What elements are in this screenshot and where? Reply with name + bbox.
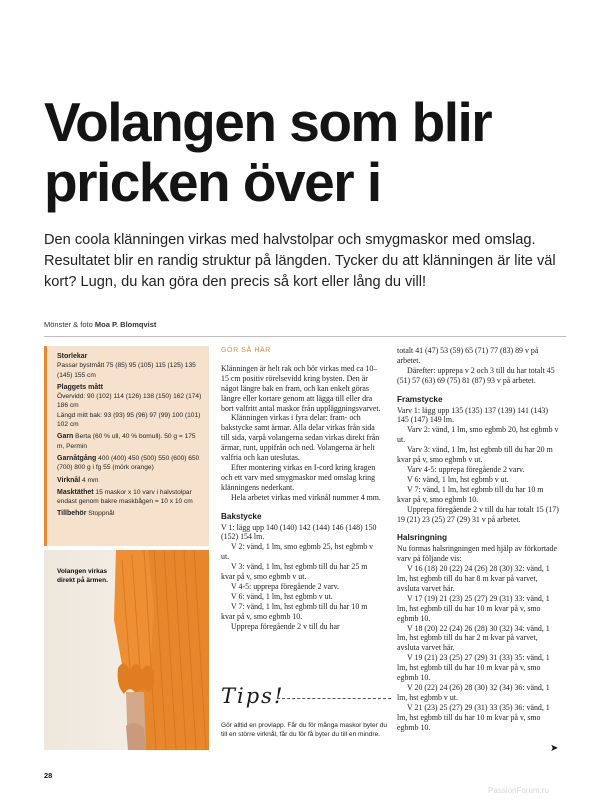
front-row-6: V 6: vänd, 1 lm, hst egbmb v ut. [407,474,509,484]
back-finish: Därefter: upprepa v 2 och 3 till du har totalt 45 (51) 57 (63) 69 (75) 81 (87) 93 v på arbetet. [397,365,555,385]
assembly-paragraph: Efter montering virkas en I-cord kring kragen och ett varv med smygmaskor med omslag kring klänningens nederkant. [221,462,376,492]
tips-box [221,684,395,754]
notions-label: Tillbehör [57,510,87,518]
author-credit [44,320,156,329]
back-total: totalt 41 (47) 53 (59) 65 (71) 77 (83) 89 v på arbetet. [397,346,539,365]
article-title: Volangen som blir pricken över i [44,91,492,213]
back-row-3: V 3: vänd, 1 lm, hst egbmb till du har 25 m kvar på v, smo egbmb v ut. [221,562,368,582]
fact-box [44,346,209,546]
front-row-4: Varv 4-5: upprepa föregående 2 varv. [407,464,525,474]
continue-arrow-icon: ➤ [550,743,559,754]
yarn-label: Garn [57,433,74,441]
measurements-heading: Plaggets mått [57,383,103,391]
hook-value: 4 mm [80,476,99,484]
front-row-1: Varv 1: lägg upp 135 (135) 137 (139) 141 (143) 145 (147) 149 lm. [397,405,548,425]
watermark: PassionForum.ru [488,786,549,795]
neckline-row-f: V 21 (23) 25 (27) 29 (31) 33 (35) 36: vänd, 1 lm, hst egbmb till du har 10 m kvar på v, smo egbmb 10. [397,702,550,732]
neckline-row-a: V 16 (18) 20 (22) 24 (26) 28 (30) 32: vänd, 1 lm, hst egbmb till du har 8 m kvar på varvet, avsluta varvet här. [397,564,550,593]
tips-title: Tips! [221,684,285,708]
credit-name: Moa P. Blomqvist [94,320,157,329]
yarn-amount-value: 400 (400) 450 (500) 550 (600) 650 (700) 800 g i fg 55 (mörk orange) [57,454,200,472]
neckline-intro: Nu formas halsringningen med hjälp av förkortade varv på följande vis: [397,544,557,564]
tips-text: Gör alltid en provlapp. Får du för många maskor byter du till en större virknål, får du för få byter du till en mindre. [221,722,388,738]
section-kicker: GÖR SÅ HÄR [221,347,271,354]
tips-divider [277,698,391,699]
yarn-amount-label: Garnåtgång [57,454,97,462]
neckline-heading: Halsringning [397,533,448,543]
yarn-value: Berta (60 % ull, 40 % bomull). 50 g = 175 m, Permin [57,433,196,450]
hook-row [57,476,203,485]
measurement-length: Längd mitt bak: 93 (93) 95 (96) 97 (99) 100 (101) 102 cm [57,411,201,429]
instructions-column-1 [221,346,383,631]
back-row-1: V 1: lägg upp 140 (140) 142 (144) 146 (148) 150 (152) 154 lm. [221,522,377,542]
yarn-amount-row [57,454,203,473]
back-row-6: V 6: vänd, 1 lm, hst egbmb v ut. [231,591,333,601]
front-piece-heading: Framstycke [397,394,443,404]
page-number: 28 [44,771,53,780]
hook-paragraph: Hela arbetet virkas med virknål nummer 4 mm. [231,492,381,502]
front-row-2: Varv 2: vänd, 1 lm, smo egbmb 20, hst egbmb v ut. [397,425,559,445]
measurement-width: Övervidd: 90 (102) 114 (126) 138 (150) 162 (174) 186 cm [57,393,202,410]
intro-paragraph: Klänningen är helt rak och bör virkas med ca 10–15 cm positiv rörelsevidd kring bysten. Den är något längre bak en fram, och kan enkelt göras längre eller kortare genom att lägga till eller dra bort valfritt antal maskor från uppläggningsvarvet. [221,363,381,413]
front-repeat: Upprepa föregående 2 v till du har totalt 15 (17) 19 (21) 23 (25) 27 (29) 31 v på arbetet. [397,504,559,524]
neckline-row-c: V 18 (20) 22 (24) 26 (28) 30 (32) 34: vänd, 1 lm, hst egbmb till du har 2 m kvar på varvet, avsluta varvet här. [397,623,550,653]
back-row-2: V 2: vänd, 1 lm, smo egbmb 25, hst egbmb v ut. [221,542,374,562]
hand [126,723,146,750]
instructions-column-2 [397,346,559,733]
sleeve-ruffle [118,663,155,694]
yarn-row [57,432,203,451]
article-lead: Den coola klänningen virkas med halvstolpar och smygmaskor med omslag. Resultatet blir en randig struktur på längden. Tycker du att klänningen är lite väl kort? Lugn, du kan göra den precis så kort eller lång du vill! [44,232,556,290]
back-piece-heading: Bakstycke [221,511,262,521]
notions-row [57,509,203,518]
notions-value: Stoppnål [86,510,115,518]
dress-photo [44,550,209,750]
front-row-7: V 7: vänd, 1 lm, hst egbmb till du har 10 m kvar på v, smo egbmb 10. [397,484,544,504]
neckline-row-e: V 20 (22) 24 (26) 28 (30) 32 (34) 36: vänd, 1 lm, hst egbmb v ut. [397,683,550,702]
sizes-text: Passar bystmått 75 (85) 95 (105) 115 (125) 135 (145) 155 cm [57,362,196,379]
photo-caption: Volangen virkas direkt på ärmen. [57,568,108,584]
sizes-heading: Storlekar [57,353,88,360]
gauge-value: 15 maskor x 10 varv i halvstolpar endast genom bakre maskbågen = 10 x 10 cm [57,488,193,506]
hook-label: Virknål [57,476,81,484]
back-row-7: V 7: vänd, 1 lm, hst egbmb till du har 10 m kvar på v, smo egbmb 10. [221,601,368,621]
parts-paragraph: Klänningen virkas i fyra delar: fram- och bakstycke samt ärmar. Alla delar virkas från sida till sida, varpå volangerna sedan virkas direkt från ärmar, runt, uppifrån och ned. Volangerna är helt valfria och kan uteslutas. [221,413,380,463]
back-row-4: V 4-5: upprepa föregående 2 varv. [231,581,340,591]
gauge-row [57,488,203,507]
divider-rule [44,336,566,337]
credit-label: Mönster & foto [44,320,95,329]
front-row-3: Varv 3: vänd, 1 lm, hst egbmb till du har 20 m kvar på v, smo egbmb v ut. [397,445,553,465]
gauge-label: Masktäthet [57,488,94,496]
neckline-row-b: V 17 (19) 21 (23) 25 (27) 29 (31) 33: vänd, 1 lm, hst egbmb till du har 10 m kvar på v, smo egbmb 10. [397,593,550,623]
neckline-row-d: V 19 (21) 23 (25) 27 (29) 31 (33) 35: vänd, 1 lm, hst egbmb till du har 10 m kvar på v, smo egbmb 10. [397,653,550,683]
back-repeat: Upprepa föregående 2 v till du har [231,621,340,631]
